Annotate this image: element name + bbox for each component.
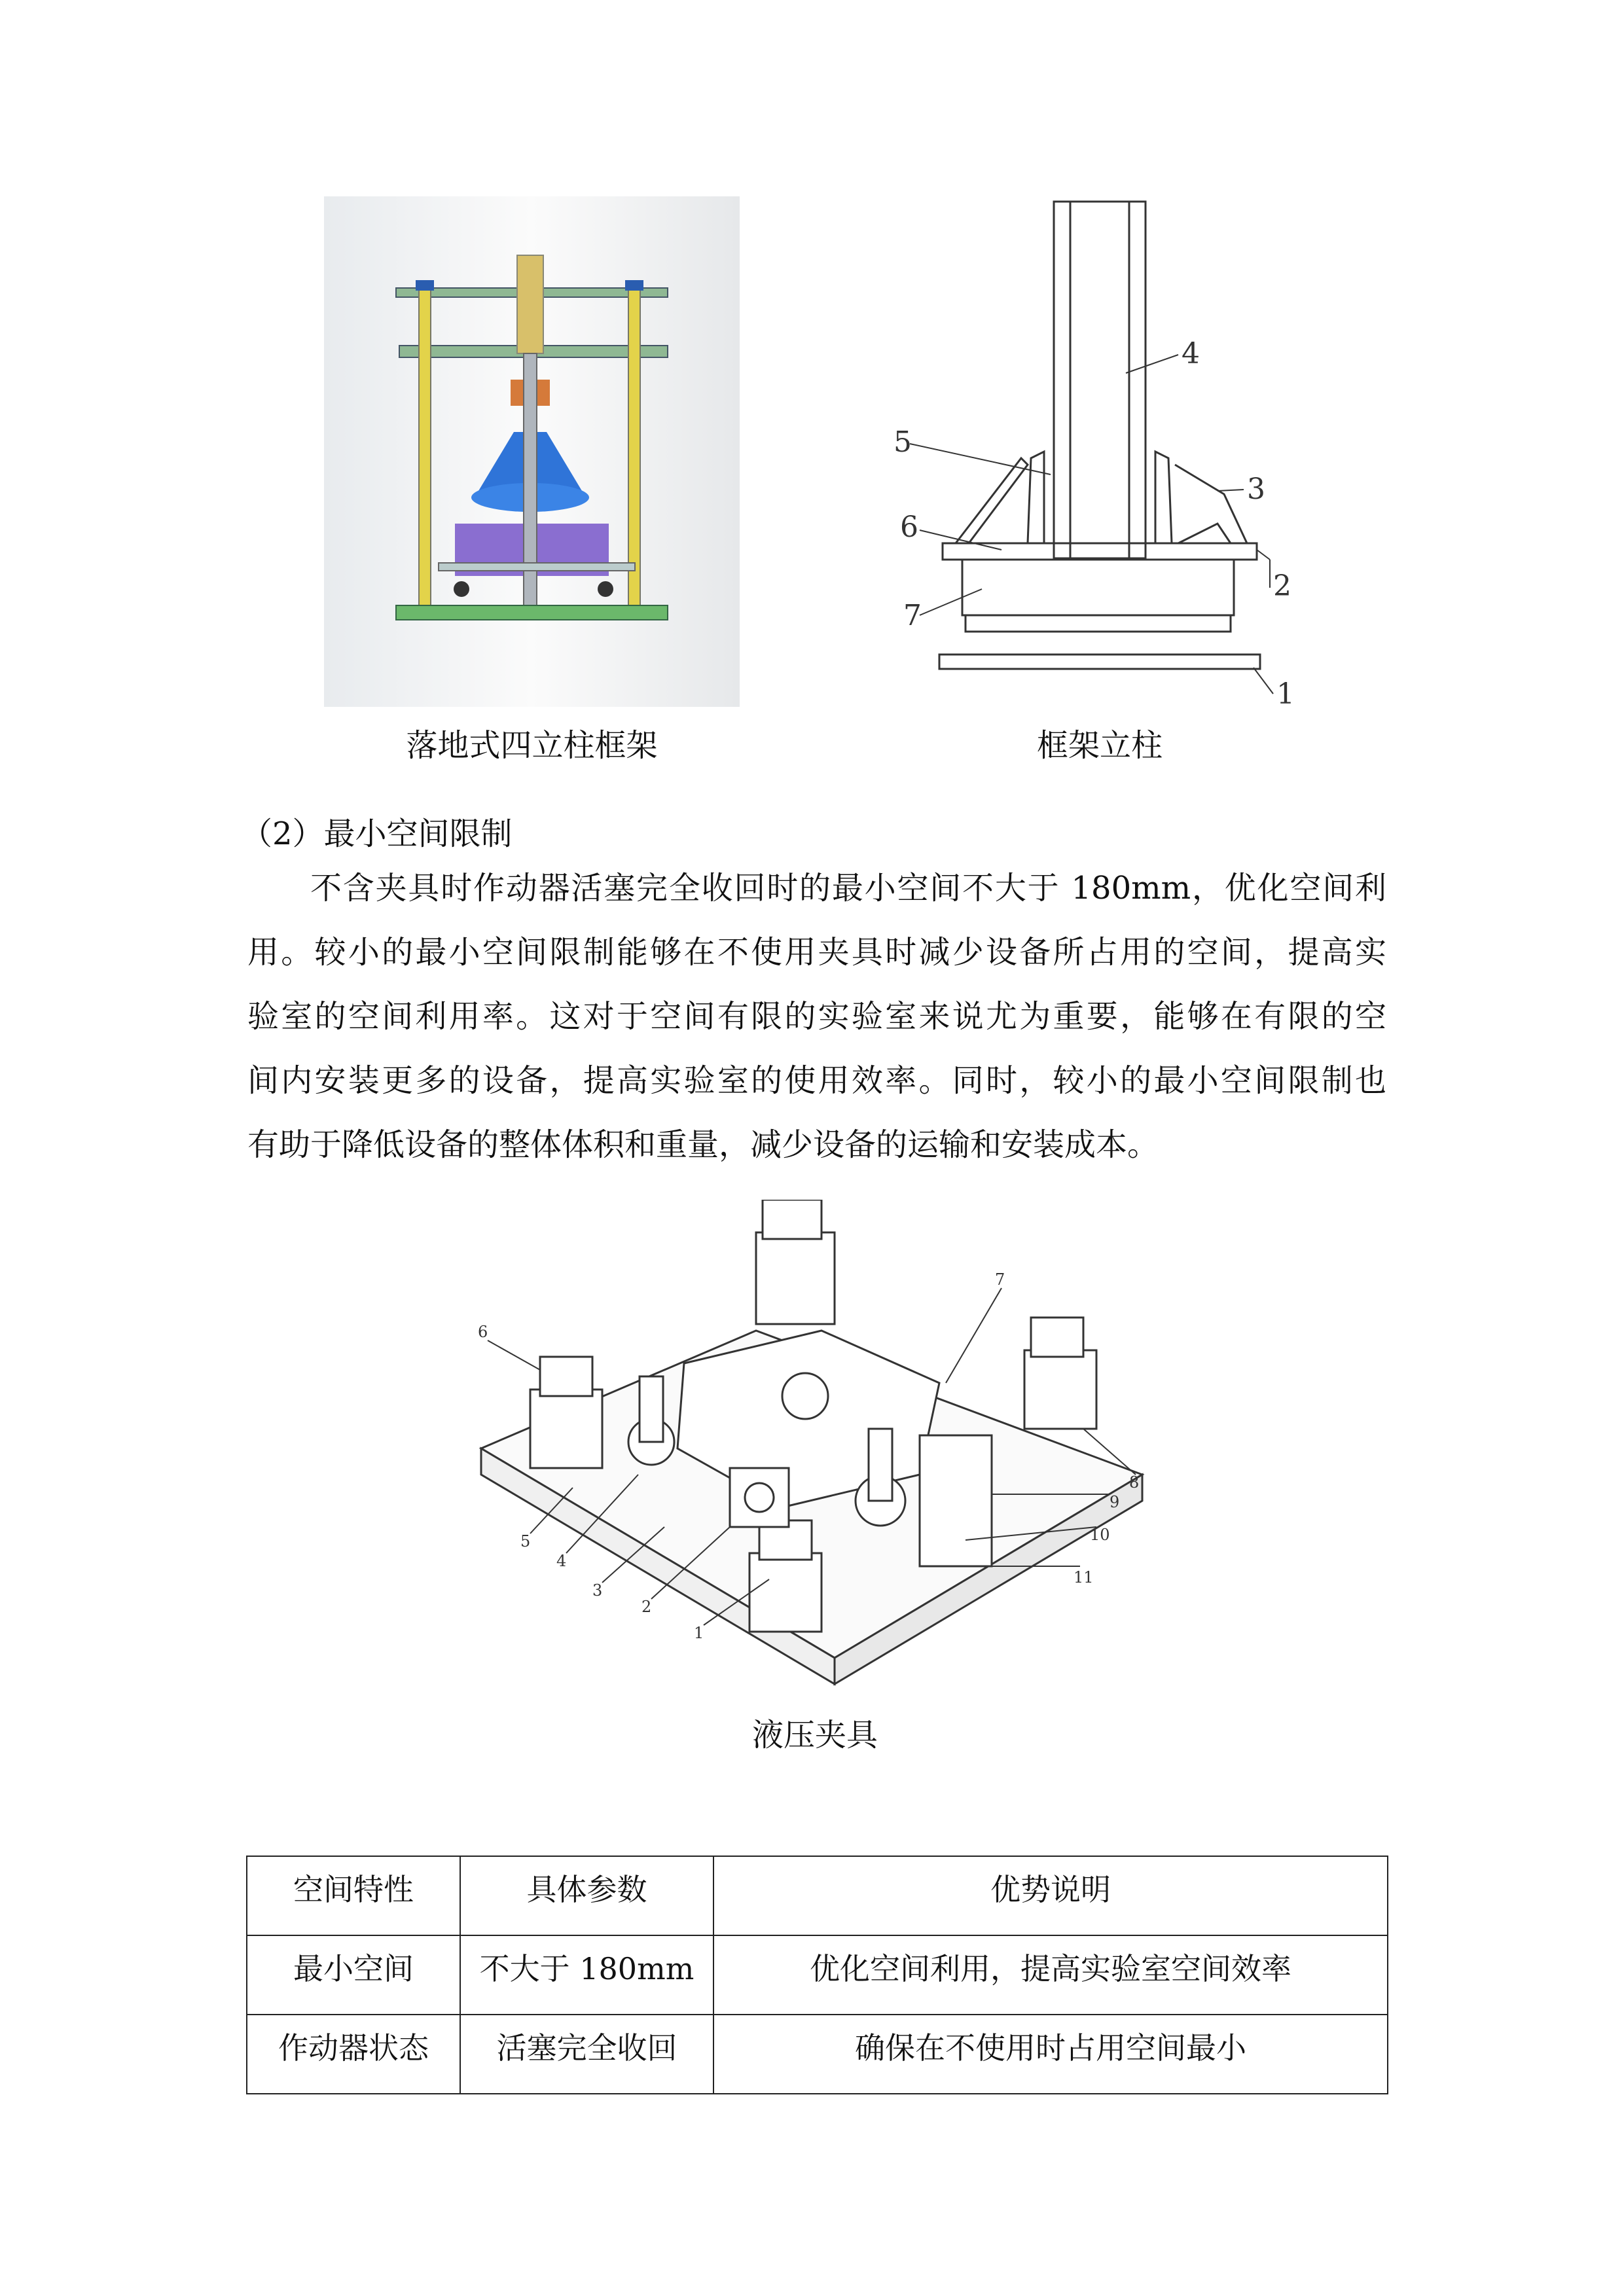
column-label-1: 1 xyxy=(1276,677,1295,707)
paragraph-line: 间内安装更多的设备，提高实验室的使用效率。同时，较小的最小空间限制也 xyxy=(247,1062,1386,1099)
column-label-2: 2 xyxy=(1273,569,1291,603)
fixture-label-1: 1 xyxy=(694,1624,704,1642)
body-paragraph xyxy=(247,856,1386,1177)
fixture-label-3: 3 xyxy=(592,1581,603,1600)
column-label-7: 7 xyxy=(903,599,922,632)
hydraulic-fixture-figure xyxy=(468,1200,1152,1697)
column-label-3: 3 xyxy=(1247,473,1265,506)
paragraph-line: 不含夹具时作动器活塞完全收回时的最小空间不大于 180mm，优化空间利 xyxy=(310,870,1386,906)
table-header-cell: 具体参数 xyxy=(460,1856,713,1935)
table-row xyxy=(247,2015,1388,2094)
frame-caption: 落地式四立柱框架 xyxy=(406,727,658,764)
table-row xyxy=(247,1935,1388,2015)
column-label-4: 4 xyxy=(1182,337,1200,370)
paragraph-line: 有助于降低设备的整体体积和重量，减少设备的运输和安装成本。 xyxy=(247,1126,1159,1163)
space-spec-table xyxy=(246,1856,1388,2094)
fixture-caption: 液压夹具 xyxy=(751,1717,878,1753)
table-cell: 优化空间利用，提高实验室空间效率 xyxy=(713,1935,1388,2015)
table-header-row xyxy=(247,1856,1388,1935)
fixture-label-8: 8 xyxy=(1129,1473,1140,1492)
fixture-label-5: 5 xyxy=(520,1532,531,1551)
fixture-label-2: 2 xyxy=(641,1598,652,1616)
table-cell: 最小空间 xyxy=(247,1935,460,2015)
paragraph-line: 用。较小的最小空间限制能够在不使用夹具时减少设备所占用的空间，提高实 xyxy=(247,934,1386,971)
table-cell: 活塞完全收回 xyxy=(460,2015,713,2094)
table-header-cell: 空间特性 xyxy=(247,1856,460,1935)
paragraph-line: 验室的空间利用率。这对于空间有限的实验室来说尤为重要，能够在有限的空 xyxy=(247,998,1386,1035)
four-column-frame-figure xyxy=(324,196,740,707)
column-label-5: 5 xyxy=(893,425,912,459)
frame-column-figure xyxy=(890,196,1316,707)
table-cell: 确保在不使用时占用空间最小 xyxy=(713,2015,1388,2094)
table-cell: 作动器状态 xyxy=(247,2015,460,2094)
table-header-cell: 优势说明 xyxy=(713,1856,1388,1935)
fixture-label-4: 4 xyxy=(556,1552,567,1570)
fixture-label-11: 11 xyxy=(1074,1568,1094,1587)
fixture-label-7: 7 xyxy=(995,1270,1005,1289)
column-caption: 框架立柱 xyxy=(1036,727,1163,764)
table-cell: 不大于 180mm xyxy=(460,1935,713,2015)
column-label-6: 6 xyxy=(900,511,918,544)
fixture-label-9: 9 xyxy=(1110,1493,1120,1511)
fixture-label-10: 10 xyxy=(1090,1526,1110,1544)
fixture-label-6: 6 xyxy=(478,1323,488,1341)
section-heading: （2）最小空间限制 xyxy=(241,816,513,852)
